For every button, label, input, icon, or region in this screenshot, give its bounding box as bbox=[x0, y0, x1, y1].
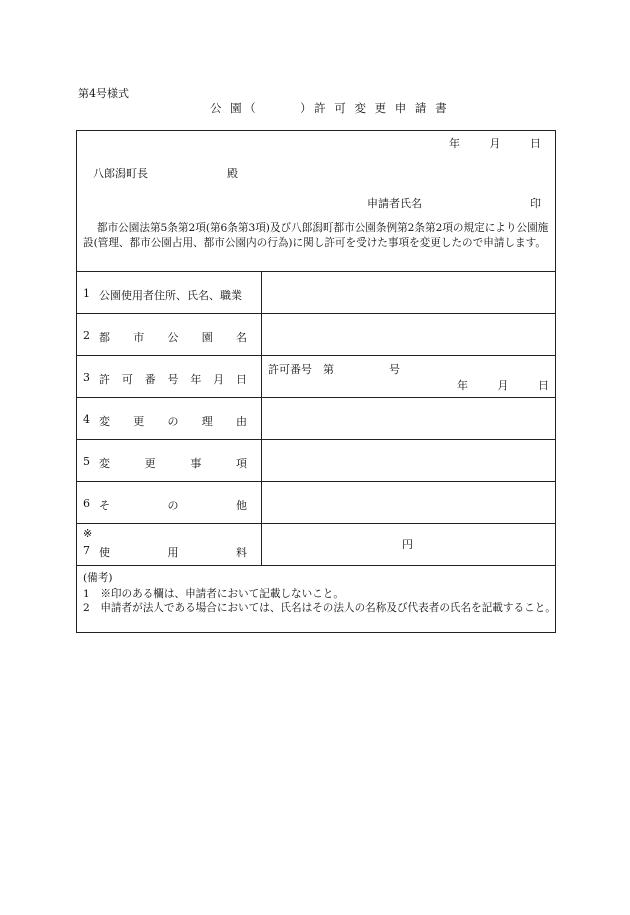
application-statement: 都市公園法第5条第2項(第6条第3項)及び八郎潟町都市公園条例第2条第2項の規定により公園施設(管理、都市公園占用、都市公園内の行為)に関し許可を受けた事項を変更したので申請します。 bbox=[83, 222, 549, 249]
remarks-section bbox=[77, 565, 555, 634]
other-field[interactable] bbox=[262, 482, 555, 523]
row-label-text: そ の 他 bbox=[99, 499, 247, 512]
remark-item: 2 申請者が法人である場合においては、氏名はその法人の名称及び代表者の氏名を記載すること。 bbox=[83, 602, 556, 614]
row-park-user bbox=[77, 271, 555, 313]
row-number: 7 bbox=[83, 544, 90, 557]
row-label-text: 許 可 番 号 年 月 日 bbox=[99, 373, 247, 386]
row-number: 2 bbox=[83, 329, 90, 342]
yen-unit: 円 bbox=[402, 538, 413, 551]
document-title: 公 園（ ）許 可 変 更 申 請 書 bbox=[210, 101, 450, 115]
form-rows bbox=[77, 271, 555, 565]
row-change-items bbox=[77, 439, 555, 481]
honorific: 殿 bbox=[227, 167, 238, 180]
application-form-table bbox=[76, 130, 556, 633]
row-label-text: 変 更 の 理 由 bbox=[99, 415, 247, 428]
seal-mark: 印 bbox=[530, 197, 541, 210]
office-use-mark: ※ bbox=[83, 527, 93, 540]
row-label bbox=[77, 482, 262, 523]
row-label bbox=[77, 398, 262, 439]
usage-fee-field[interactable] bbox=[262, 524, 555, 565]
addressee: 八郎潟町長 bbox=[93, 167, 148, 180]
header-block bbox=[77, 131, 555, 271]
park-name-field[interactable] bbox=[262, 314, 555, 355]
permit-date-text: 年 月 日 bbox=[457, 379, 549, 392]
row-number: 4 bbox=[83, 413, 90, 426]
row-label-text: 使 用 料 bbox=[99, 546, 247, 559]
row-number: 5 bbox=[83, 455, 90, 468]
change-items-field[interactable] bbox=[262, 440, 555, 481]
form-number-label: 第4号様式 bbox=[78, 87, 129, 100]
row-number: 6 bbox=[83, 497, 90, 510]
row-label bbox=[77, 272, 262, 313]
row-label bbox=[77, 440, 262, 481]
row-label bbox=[77, 314, 262, 355]
row-number: 3 bbox=[83, 371, 90, 384]
remark-item: 1 ※印のある欄は、申請者において記載しないこと。 bbox=[83, 588, 344, 600]
row-park-name bbox=[77, 313, 555, 355]
row-label bbox=[77, 356, 262, 397]
row-permit-number-date bbox=[77, 355, 555, 397]
permit-number-text: 許可番号 第 号 bbox=[268, 363, 400, 376]
row-label-text: 公園使用者住所、氏名、職業 bbox=[99, 289, 242, 302]
applicant-name-label: 申請者氏名 bbox=[367, 197, 422, 210]
change-reason-field[interactable] bbox=[262, 398, 555, 439]
date-field[interactable]: 年 月 日 bbox=[449, 137, 541, 150]
remarks-heading: (備考) bbox=[83, 572, 113, 584]
permit-number-field[interactable] bbox=[262, 356, 555, 397]
row-number: 1 bbox=[83, 287, 90, 300]
row-label-text: 変 更 事 項 bbox=[99, 457, 247, 470]
row-change-reason bbox=[77, 397, 555, 439]
row-label-text: 都 市 公 園 名 bbox=[99, 331, 247, 344]
row-other bbox=[77, 481, 555, 523]
park-user-field[interactable] bbox=[262, 272, 555, 313]
row-usage-fee bbox=[77, 523, 555, 565]
row-label bbox=[77, 524, 262, 565]
